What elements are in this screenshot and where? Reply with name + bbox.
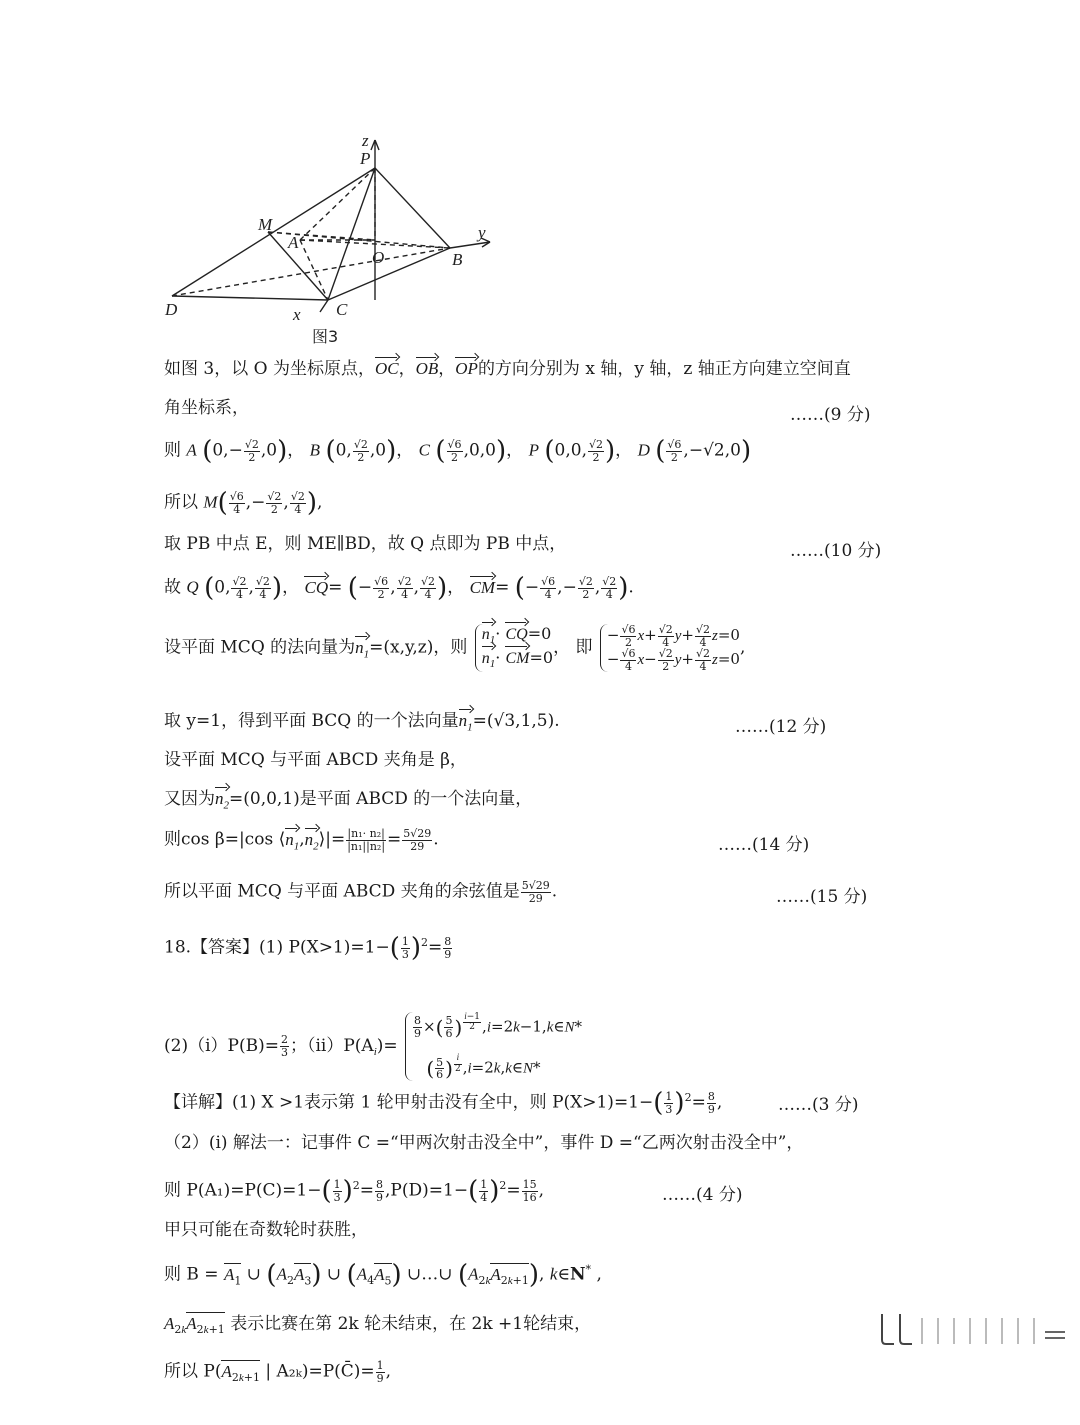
- detail-line-2: （2）(i) 解法一：记事件 C =“甲两次射击没全中”，事件 D =“乙两次射击没全中”，: [164, 1133, 804, 1153]
- label-z: z: [362, 131, 369, 150]
- score-10: ……(10 分): [790, 541, 882, 561]
- detail-line-4: 甲只可能在奇数轮时获胜，: [164, 1220, 368, 1240]
- detail-line-3: 则 P(A₁)=P(C)=1−( $\frac{1}{3}$ )$^2$= $\frac{8}{9}$ ,P(D)=1−( $\frac{1}{4}$ )$^2$= $\frac{15}{16}$ ,: [164, 1176, 545, 1206]
- detail-line-6: $A_{2k}A_{2k+1}$ 表示比赛在第 2k 轮未结束，在 2k +1轮结束，: [164, 1314, 592, 1337]
- pyramid-figure: [160, 120, 520, 350]
- watermark-icon: [880, 1310, 1070, 1350]
- score-12: ……(12 分): [735, 717, 827, 737]
- cos-line: 则cos β=|cos $⟨n_1,n_2⟩|=$ $\frac{\text{|n₁· n₂|}}{\text{|n₁||n₂|}}$ = $\frac{5√29}{29}$ .: [164, 827, 439, 853]
- detail-line-1: 【详解】(1) X >1表示第 1 轮甲射击没有全中，则 P(X>1)=1−( $\frac{1}{3}$ )$^2$= $\frac{8}{9}$ ,: [164, 1088, 723, 1118]
- score-14: ……(14 分): [718, 835, 810, 855]
- label-O: O: [372, 248, 385, 267]
- label-C: C: [336, 300, 348, 319]
- label-M: M: [258, 215, 273, 234]
- text-line-12: 所以平面 MCQ 与平面 ABCD 夹角的余弦值是 $\frac{5√29}{29}$ .: [164, 879, 558, 905]
- normal-system-line: 设平面 MCQ 的法向量为$n_1=(x,y,z)$，则 $n_1\cdot CQ=0$ $n_1\cdot CM=0$ ， 即 − $\frac{√6}{2}$ x+ $\frac{√2}{4}$ y+ $\frac{√2}{4}$ z=0 − $\frac{√6}{4}$ x− $\frac{√2}{2}$ y+ $\frac{√2}{4}$ z=0 ,: [164, 623, 746, 673]
- text-line-9: 设平面 MCQ 与平面 ABCD 夹角是 β，: [164, 750, 467, 770]
- text-line-10: 又因为$n_2=(0,0,1)$是平面 ABCD 的一个法向量，: [164, 789, 533, 812]
- score-3: ……(3 分): [778, 1095, 859, 1115]
- score-15: ……(15 分): [776, 887, 868, 907]
- coords-line: 则 A (0,− $\frac{√2}{2}$ ,0)， B (0, $\frac{√2}{2}$ ,0)， C ( $\frac{√6}{2}$ ,0,0)， P (0,0, $\frac{√2}{2}$ )， D ( $\frac{√6}{2}$ ,−√2,0): [164, 436, 752, 466]
- label-x: x: [293, 305, 301, 324]
- label-B: B: [452, 250, 463, 269]
- score-9: ……(9 分): [790, 405, 871, 425]
- label-D: D: [165, 300, 178, 319]
- detail-line-7: 所以 $P(A_{2k+1}$ | A₂ₖ)=P(C̄)= $\frac{1}{9}$ ,: [164, 1359, 392, 1385]
- detail-line-5: 则 $B = A_1$ ∪ $(A_2A_3)$ ∪ $(A_4A_5)$ ∪…∪ $(A_{2k}A_{2k+1})$, k∈N* ,: [164, 1260, 602, 1290]
- label-P: P: [360, 149, 371, 168]
- label-A: A: [288, 233, 299, 252]
- q18-part2-line: (2)（i）P(B)= $\frac{2}{3}$ ；$(ii)P(A_i)=$ $\frac{8}{9}$ ×( $\frac{5}{6}$ ) $^{\frac{i-1}{2}}$ ,i=2k−1,k∈N* ( $\frac{5}{6}$ ) $^{\frac{i}{2}}$ ,i=2k,k∈N*: [164, 1011, 582, 1082]
- figure-caption: 图3: [312, 327, 339, 346]
- text-line-5: 取 PB 中点 E，则 ME∥BD，故 Q 点即为 PB 中点，: [164, 534, 567, 554]
- score-4: ……(4 分): [662, 1185, 743, 1205]
- text-line-8: 取 y=1，得到平面 BCQ 的一个法向量$n_1=(√3,1,5)$.: [164, 711, 560, 734]
- label-y: y: [478, 223, 486, 242]
- m-coords-line: 所以 M( $\frac{√6}{4}$ ,− $\frac{√2}{2}$ , $\frac{√2}{4}$ ),: [164, 488, 323, 518]
- text-line-2: 角坐标系，: [164, 398, 249, 418]
- text-line-1: 如图 3，以 O 为坐标原点，OC，OB，OP的方向分别为 x 轴，y 轴，z 轴正方向建立空间直: [164, 359, 851, 379]
- q18-answer-line: 18.【答案】(1) P(X>1)=1−( $\frac{1}{3}$ )$^2$= $\frac{8}{9}$: [164, 933, 452, 963]
- q-coords-line: 故 Q (0, $\frac{√2}{4}$ , $\frac{√2}{4}$ )， CQ= (− $\frac{√6}{2}$ , $\frac{√2}{4}$ , $\frac{√2}{4}$ )， CM= (− $\frac{√6}{4}$ ,− $\frac{√2}{2}$ , $\frac{√2}{4}$ ).: [164, 573, 634, 603]
